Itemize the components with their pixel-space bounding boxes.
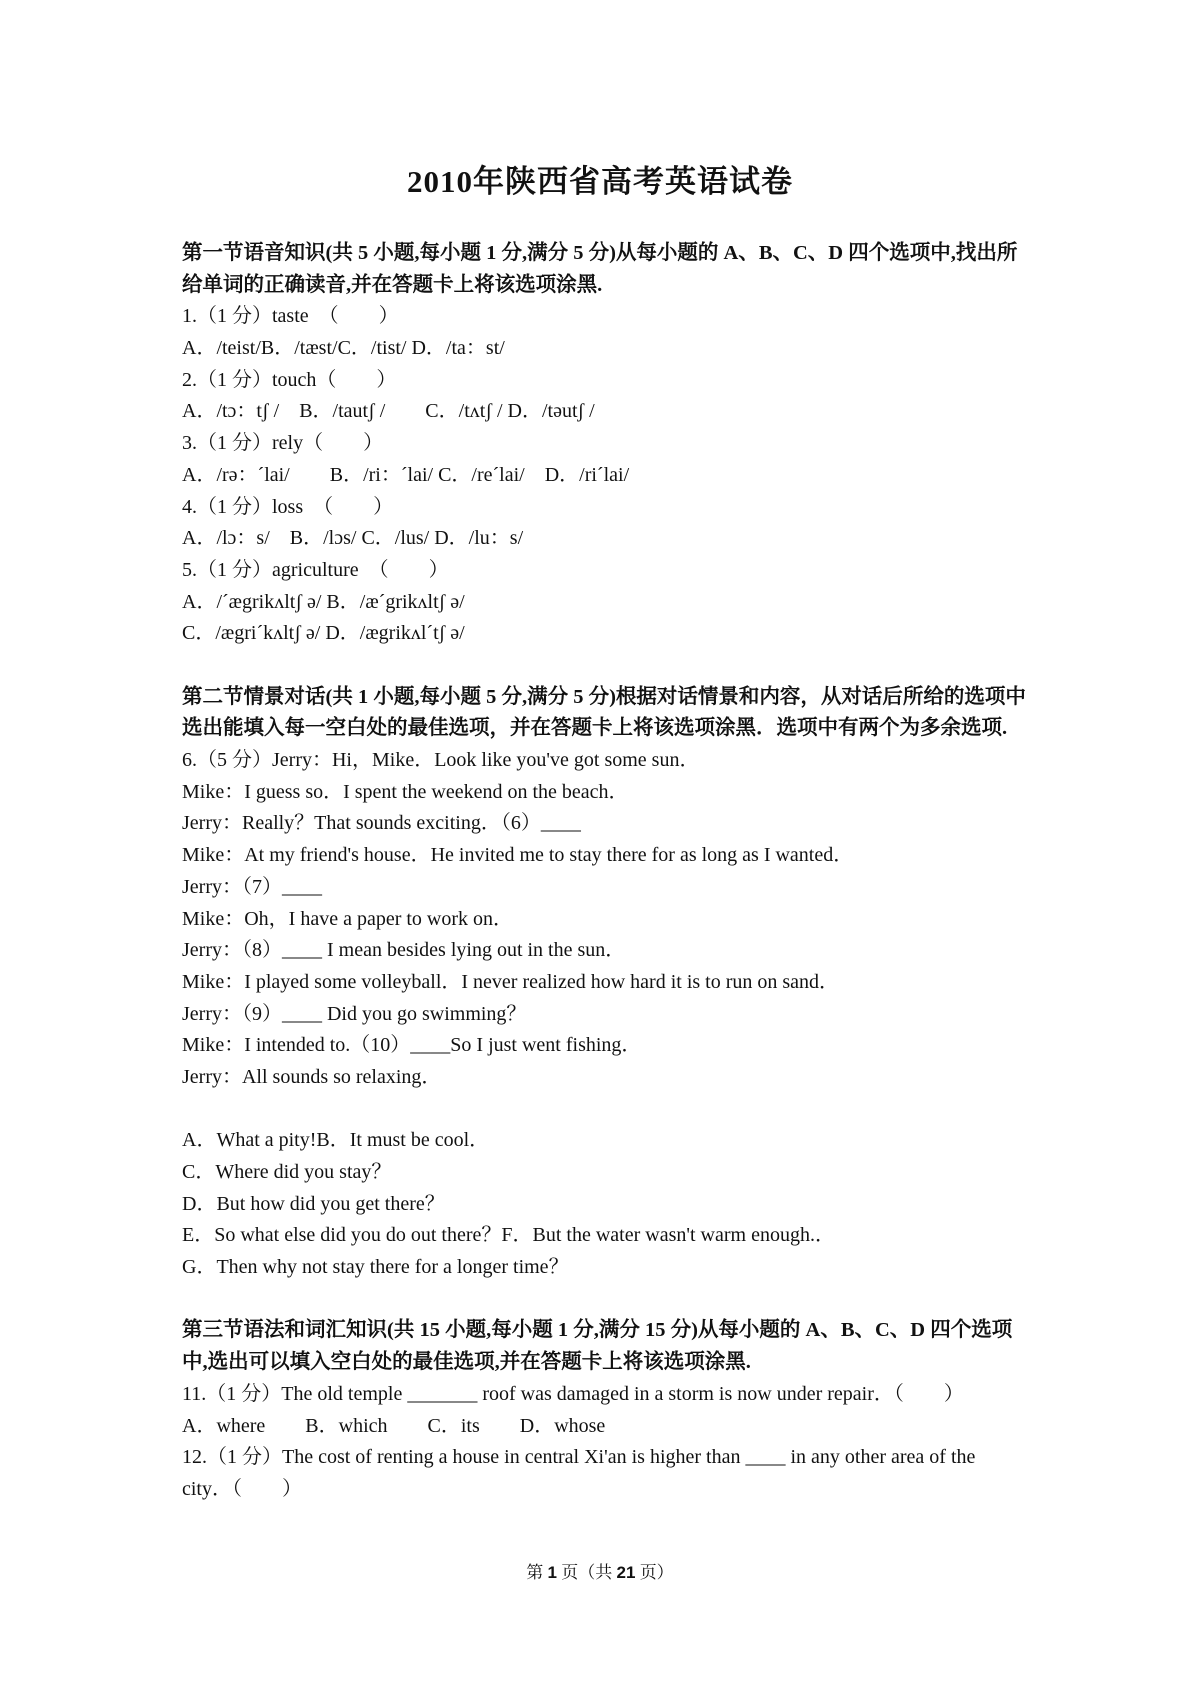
dialogue-line: Jerry：Really？That sounds exciting．（6）____ [182, 812, 581, 835]
dialogue-line: Jerry：（9）____ Did you go swimming？ [182, 1002, 527, 1025]
dialogue-line: Mike：I played some volleyball．I never realized how hard it is to run on sand． [182, 970, 840, 993]
footer-suffix: 页） [639, 1563, 674, 1582]
question-4: 4.（1 分）loss （ ） [182, 495, 394, 518]
question-12: 12.（1 分）The cost of renting a house in central Xi'an is higher than ____ in any other area of the [182, 1446, 976, 1469]
question-3: 3.（1 分）rely（ ） [182, 432, 384, 455]
section-3-header: 第三节语法和词汇知识(共 15 小题,每小题 1 分,满分 15 分)从每小题的 A、B、C、D 四个选项中,选出可以填入空白处的最佳选项,并在答题卡上将该选项涂黑. [182, 1319, 1013, 1374]
page-footer [0, 1558, 1200, 1583]
dialogue-option: G．Then why not stay there for a longer time？ [182, 1256, 569, 1279]
question-5-options-ab: A．/ˊægrikʌltʃ ə/ B．/æˊgrikʌltʃ ə/ [182, 590, 465, 613]
dialogue-line: Mike：Oh，I have a paper to work on． [182, 907, 514, 930]
dialogue-line: Jerry：（7）____ [182, 875, 322, 898]
dialogue-option: E．So what else did you do out there？F．But the water wasn't warm enough.． [182, 1224, 835, 1247]
spacer [182, 1094, 1032, 1126]
dialogue-line: Mike：I guess so．I spent the weekend on the beach． [182, 780, 629, 803]
spacer [182, 1284, 1032, 1316]
dialogue-line: Jerry：All sounds so relaxing． [182, 1065, 442, 1088]
section-2-header: 第二节情景对话(共 1 小题,每小题 5 分,满分 5 分)根据对话情景和内容，从对话后所给的选项中选出能填入每一空白处的最佳选项，并在答题卡上将该选项涂黑．选项中有两个为多余选项. [182, 685, 1026, 740]
question-1-options: A．/teist/B．/tæst/C．/tist/ D．/ta：st/ [182, 337, 505, 360]
page-content [182, 238, 1032, 1506]
dialogue-line: Mike：I intended to.（10）____So I just went fishing． [182, 1034, 642, 1057]
dialogue-option: A．What a pity!B．It must be cool． [182, 1129, 490, 1152]
footer-page-number: 1 [547, 1563, 558, 1582]
footer-prefix: 第 [526, 1563, 544, 1582]
question-2-options: A．/tɔ：tʃ / B．/tautʃ / C．/tʌtʃ / D．/təutʃ / [182, 400, 595, 423]
question-2: 2.（1 分）touch（ ） [182, 368, 397, 391]
section-1-header: 第一节语音知识(共 5 小题,每小题 1 分,满分 5 分)从每小题的 A、B、C、D 四个选项中,找出所给单词的正确读音,并在答题卡上将该选项涂黑. [182, 242, 1018, 296]
dialogue-line: Jerry：（8）____ I mean besides lying out in the sun． [182, 939, 626, 962]
question-4-options: A．/lɔ：s/ B．/lɔs/ C．/lus/ D．/lu：s/ [182, 527, 524, 550]
question-5-options-cd: C．/ægriˊkʌltʃ ə/ D．/ægrikʌlˊtʃ ə/ [182, 622, 465, 645]
dialogue-option: C．Where did you stay？ [182, 1161, 392, 1183]
dialogue-line: Mike：At my friend's house．He invited me to stay there for as long as I wanted． [182, 844, 854, 867]
footer-middle: 页（共 [561, 1563, 613, 1582]
dialogue-option: D．But how did you get there？ [182, 1192, 445, 1215]
question-12-continued: city．（ ） [182, 1477, 302, 1500]
dialogue-line: 6.（5 分）Jerry：Hi，Mike．Look like you've got some sun． [182, 749, 700, 772]
question-1: 1.（1 分）taste （ ） [182, 305, 399, 328]
document-title: 2010年陕西省高考英语试卷 [407, 164, 793, 199]
question-3-options: A．/rə：ˊlai/ B．/ri：ˊlai/ C．/reˊlai/ D．/riˊlai/ [182, 463, 630, 486]
question-5: 5.（1 分）agriculture （ ） [182, 558, 449, 581]
question-11-options: A．where B．which C．its D．whose [182, 1414, 606, 1437]
question-11: 11.（1 分）The old temple _______ roof was damaged in a storm is now under repair．（ ） [182, 1382, 964, 1405]
spacer [182, 650, 1032, 682]
footer-total-pages: 21 [616, 1563, 636, 1582]
